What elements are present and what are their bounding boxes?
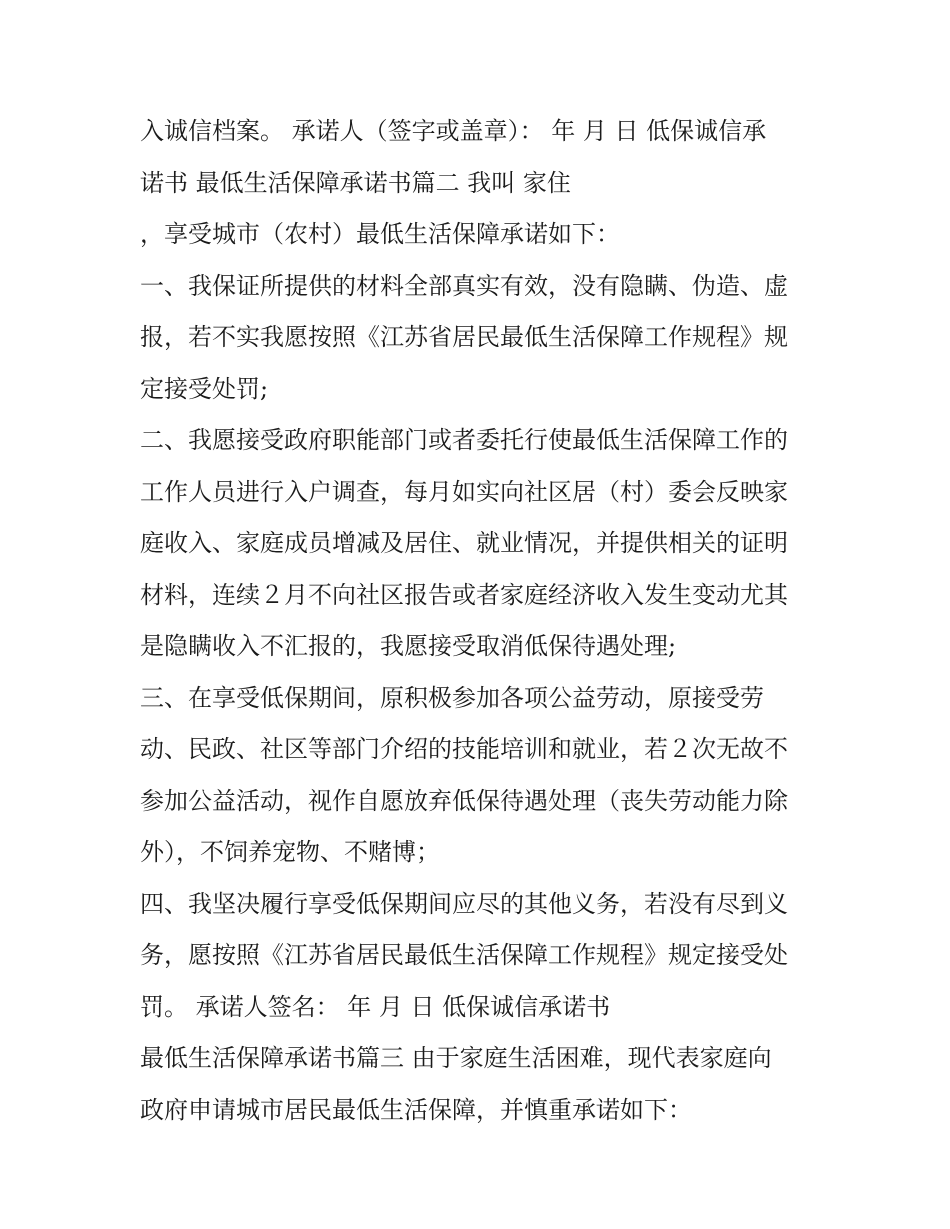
text-line: ，享受城市（农村）最低生活保障承诺如下： <box>140 220 620 248</box>
text-line: 二、我愿接受政府职能部门或者委托行使最低生活保障工作的 <box>140 426 788 454</box>
text-line: 一、我保证所提供的材料全部真实有效，没有隐瞒、伪造、虚 <box>140 271 788 300</box>
text-line: 四、我坚决履行享受低保期间应尽的其他义务，若没有尽到义 <box>140 889 788 918</box>
text-line: 是隐瞒收入不汇报的，我愿接受取消低保待遇处理; <box>140 632 677 660</box>
text-line: 定接受处罚; <box>140 374 269 403</box>
text-line: 材料，连续２月不向社区报告或者家庭经济收入发生变动尤其 <box>140 580 788 609</box>
text-line: 参加公益活动，视作自愿放弃低保待遇处理（丧失劳动能力除 <box>140 786 788 815</box>
text-line: 外），不饲养宠物、不赌博； <box>140 838 440 866</box>
text-line: 三、在享受低保期间，原积极参加各项公益劳动，原接受劳 <box>140 683 764 712</box>
text-line: 报，若不实我愿按照《江苏省居民最低生活保障工作规程》规 <box>140 323 788 351</box>
text-line: 罚。 承诺人签名： 年 月 日 低保诚信承诺书 <box>140 992 611 1021</box>
text-line: 务，愿按照《江苏省居民最低生活保障工作规程》规定接受处 <box>140 941 788 969</box>
text-line: 工作人员进行入户调查，每月如实向社区居（村）委会反映家 <box>140 477 788 506</box>
text-line: 动、民政、社区等部门介绍的技能培训和就业，若２次无故不 <box>140 735 788 763</box>
text-line: 最低生活保障承诺书篇三 由于家庭生活困难，现代表家庭向 <box>140 1044 772 1072</box>
text-line: 诺书 最低生活保障承诺书篇二 我叫 家住 <box>140 168 571 197</box>
text-line: 政府申请城市居民最低生活保障，并慎重承诺如下： <box>140 1095 692 1124</box>
text-line: 入诚信档案。 承诺人（签字或盖章）： 年 月 日 低保诚信承 <box>140 117 767 145</box>
document-body <box>140 106 820 1136</box>
text-line: 庭收入、家庭成员增减及居住、就业情况，并提供相关的证明 <box>140 529 788 557</box>
